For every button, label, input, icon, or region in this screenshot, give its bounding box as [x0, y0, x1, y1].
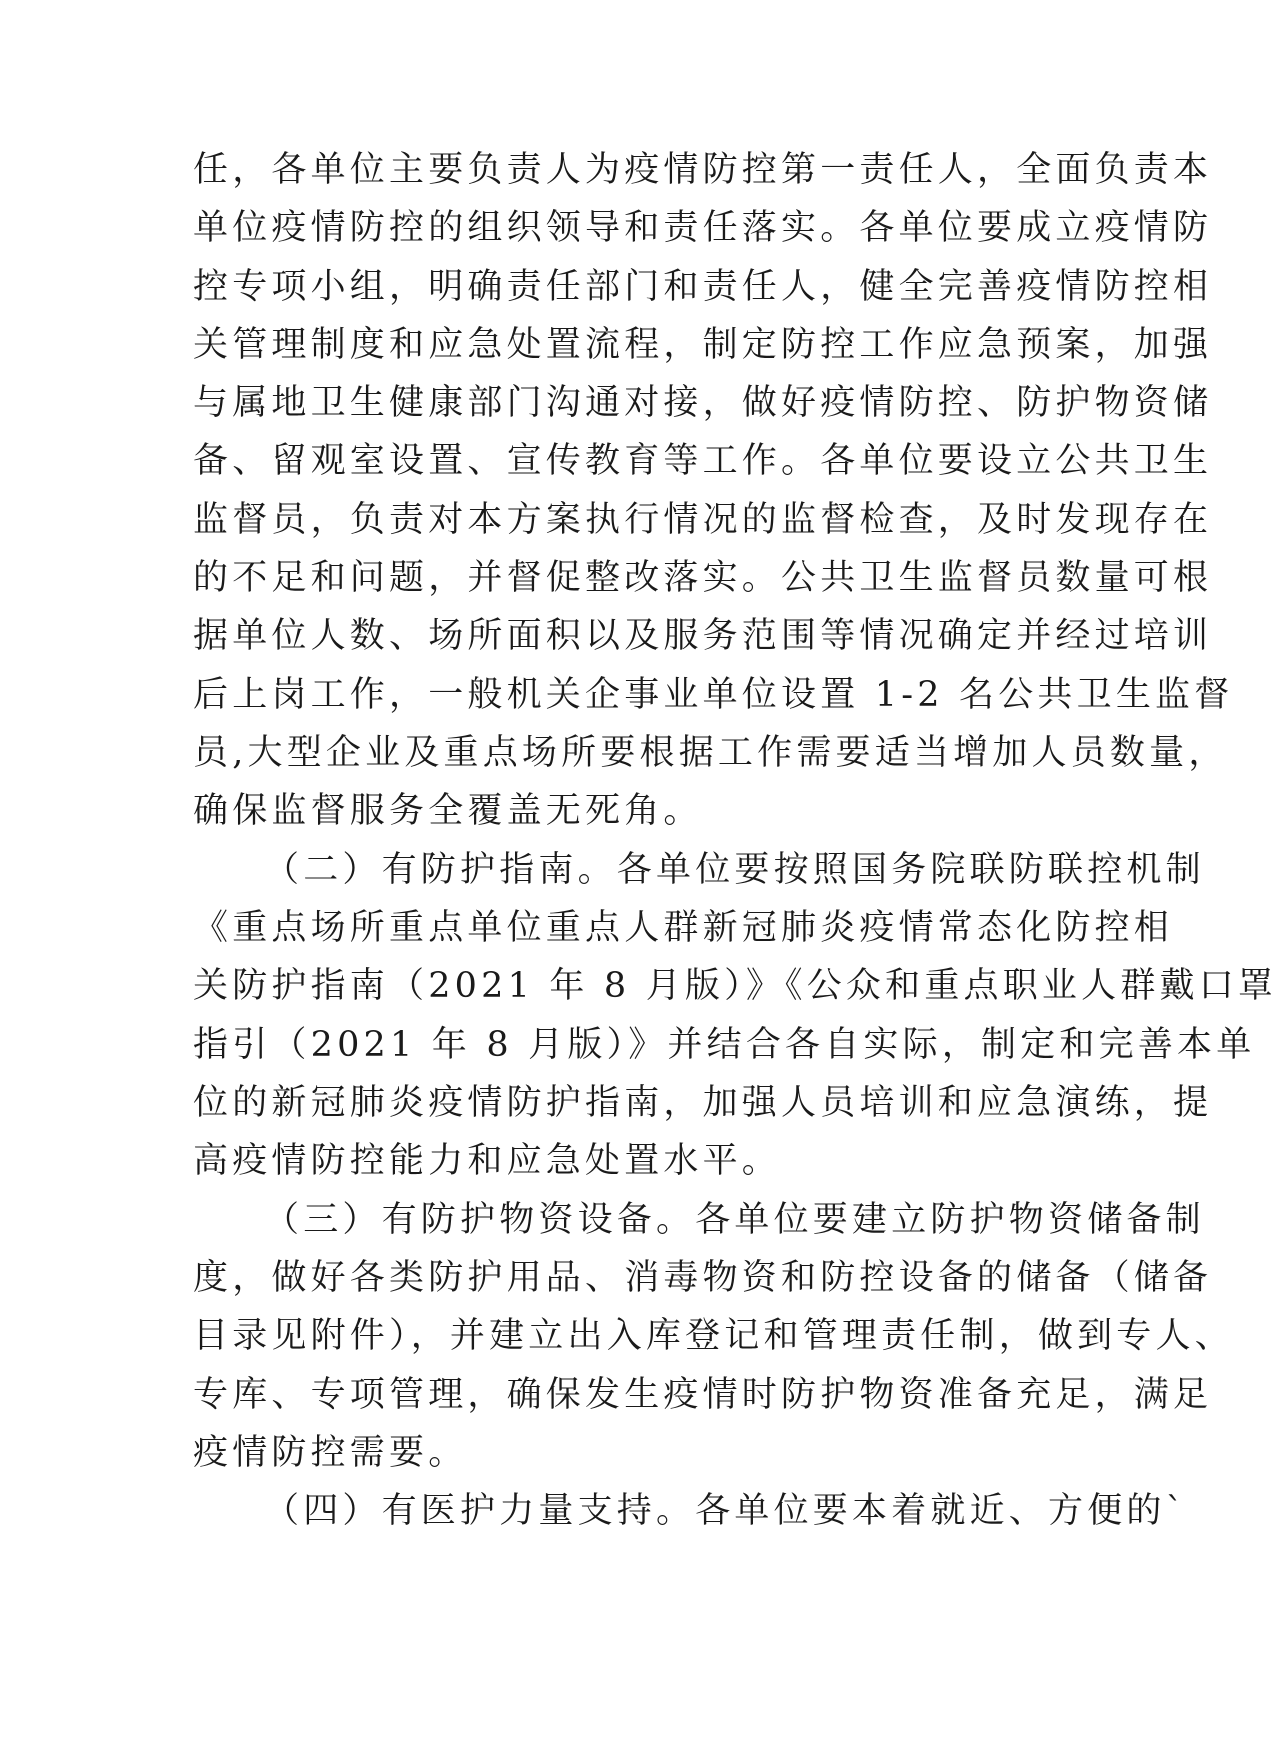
body-text-line: 单位疫情防控的组织领导和责任落实。各单位要成立疫情防 [193, 208, 1213, 248]
body-text-line: 任，各单位主要负责人为疫情防控第一责任人，全面负责本 [193, 150, 1213, 190]
body-text-line: 位的新冠肺炎疫情防护指南，加强人员培训和应急演练，提 [193, 1083, 1213, 1123]
body-text-line: 关防护指南（2021 年 8 月版）》《公众和重点职业人群戴口罩 [193, 966, 1277, 1006]
body-text-line: 的不足和问题，并督促整改落实。公共卫生监督员数量可根 [193, 558, 1213, 598]
body-text-line: 控专项小组，明确责任部门和责任人，健全完善疫情防控相 [193, 267, 1213, 307]
body-text-line: 备、留观室设置、宣传教育等工作。各单位要设立公共卫生 [193, 441, 1213, 481]
paragraph-heading-3: （三）有防护物资设备。各单位要建立防护物资储备制 [264, 1200, 1205, 1240]
body-text-line: 后上岗工作，一般机关企事业单位设置 1-2 名公共卫生监督 [193, 675, 1234, 715]
body-text-line: 确保监督服务全覆盖无死角。 [193, 791, 703, 831]
body-text-line: 监督员，负责对本方案执行情况的监督检查，及时发现存在 [193, 500, 1213, 540]
body-text-line: 高疫情防控能力和应急处置水平。 [193, 1141, 782, 1181]
paragraph-heading-4: （四）有医护力量支持。各单位要本着就近、方便的` [264, 1491, 1188, 1531]
body-text-line: 度，做好各类防护用品、消毒物资和防控设备的储备（储备 [193, 1258, 1213, 1298]
body-text-line: 指引（2021 年 8 月版）》并结合各自实际，制定和完善本单 [193, 1025, 1256, 1065]
body-text-line: 与属地卫生健康部门沟通对接，做好疫情防控、防护物资储 [193, 383, 1213, 423]
body-text-line: 专库、专项管理，确保发生疫情时防护物资准备充足，满足 [193, 1375, 1213, 1415]
body-text-line: 疫情防控需要。 [193, 1433, 468, 1473]
body-text-line: 《重点场所重点单位重点人群新冠肺炎疫情常态化防控相 [193, 908, 1174, 948]
body-text-line: 员,大型企业及重点场所要根据工作需要适当增加人员数量， [193, 733, 1228, 773]
body-text-line: 关管理制度和应急处置流程，制定防控工作应急预案，加强 [193, 325, 1213, 365]
paragraph-heading-2: （二）有防护指南。各单位要按照国务院联防联控机制 [264, 850, 1205, 890]
body-text-line: 据单位人数、场所面积以及服务范围等情况确定并经过培训 [193, 616, 1213, 656]
body-text-line: 目录见附件），并建立出入库登记和管理责任制，做到专人、 [193, 1316, 1234, 1356]
